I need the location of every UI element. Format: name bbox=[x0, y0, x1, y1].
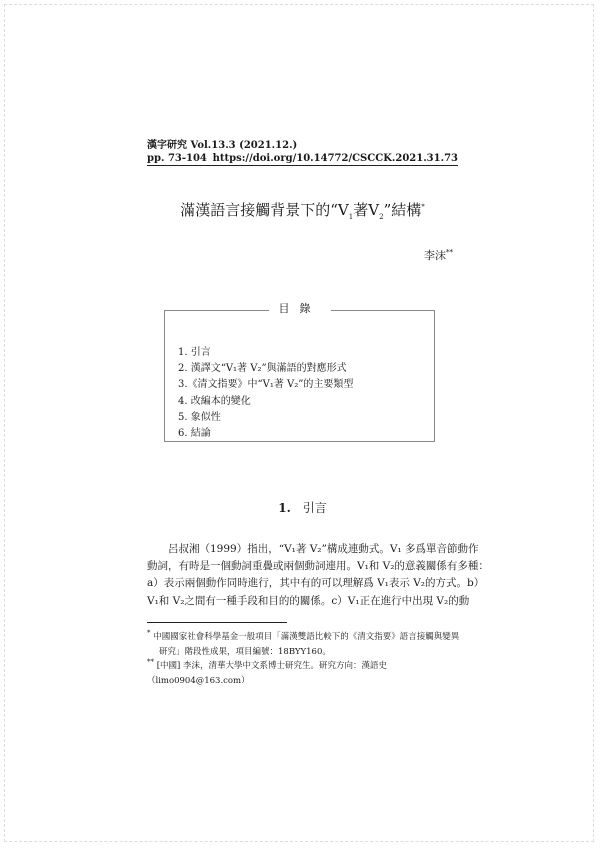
body-paragraph bbox=[147, 541, 489, 610]
page-range: pp. 73-104 bbox=[147, 153, 207, 164]
footnote-2-text: [中國] 李沫，清華大學中文系博士研究生。研究方向：漢語史（limo0904@163.com） bbox=[147, 661, 388, 686]
title-part-2: 著V bbox=[353, 201, 380, 219]
toc-heading: 目錄 bbox=[164, 302, 435, 316]
toc-item[interactable]: 2. 漢譯文“V₁著 V₂”與滿語的對應形式 bbox=[178, 363, 347, 375]
body-line: 呂叔湘（1999）指出，“V₁著 V₂”構成連動式。V₁ 多爲單音節動作 bbox=[168, 543, 479, 555]
footnote-1-line-2: 研究」階段性成果，項目編號：18BYY160。 bbox=[159, 647, 331, 657]
footnote-2 bbox=[147, 659, 467, 689]
toc-list bbox=[178, 345, 353, 442]
title-part-3: ”結構 bbox=[383, 201, 422, 219]
body-line: 動詞，有時是一個動詞重疊或兩個動詞連用。V₁和 V₂的意義關係有多種： bbox=[147, 560, 489, 573]
section-number: 1. bbox=[278, 501, 291, 515]
author bbox=[424, 249, 453, 263]
body-line: V₁和 V₂之間有一種手段和目的的關係。c）V₁正在進行中出現 V₂的動 bbox=[147, 594, 470, 607]
toc-item[interactable]: 4. 改編本的變化 bbox=[178, 395, 251, 407]
footnote-1 bbox=[147, 630, 467, 660]
title-sub-2: 2 bbox=[379, 213, 384, 221]
footnote-2-mark: ** bbox=[147, 658, 154, 667]
toc-item[interactable]: 1. 引言 bbox=[178, 347, 211, 358]
header-rule bbox=[147, 165, 458, 166]
toc-item[interactable]: 3.《清文指要》中“V₁著 V₂”的主要類型 bbox=[178, 379, 354, 391]
author-footnote-mark: ** bbox=[446, 248, 453, 257]
section-title: 引言 bbox=[302, 501, 327, 515]
journal-citation: 漢字研究 Vol.13.3 (2021.12.) bbox=[147, 140, 298, 151]
footnote-rule bbox=[147, 622, 287, 623]
title-sub-1: 1 bbox=[348, 213, 354, 221]
toc-item[interactable]: 6. 結論 bbox=[178, 428, 211, 440]
toc-item[interactable]: 5. 象似性 bbox=[178, 411, 221, 423]
footnote-1-mark: * bbox=[147, 629, 151, 638]
footnote-1-line-1: 中國國家社會科學基金一般項目「滿漢雙語比較下的《清文指要》語言接觸與變異 bbox=[153, 632, 460, 642]
section-heading bbox=[147, 500, 458, 516]
doi-link[interactable]: https://doi.org/10.14772/CSCCK.2021.31.73 bbox=[212, 153, 458, 164]
title-part-1: 滿漢語言接觸背景下的“V bbox=[180, 201, 349, 219]
author-name: 李沫 bbox=[424, 249, 446, 262]
body-line: a）表示兩個動作同時進行，其中有的可以理解爲 V₁表示 V₂的方式。b） bbox=[147, 577, 485, 590]
title-footnote-mark: * bbox=[421, 203, 425, 211]
paper-title bbox=[147, 200, 458, 220]
